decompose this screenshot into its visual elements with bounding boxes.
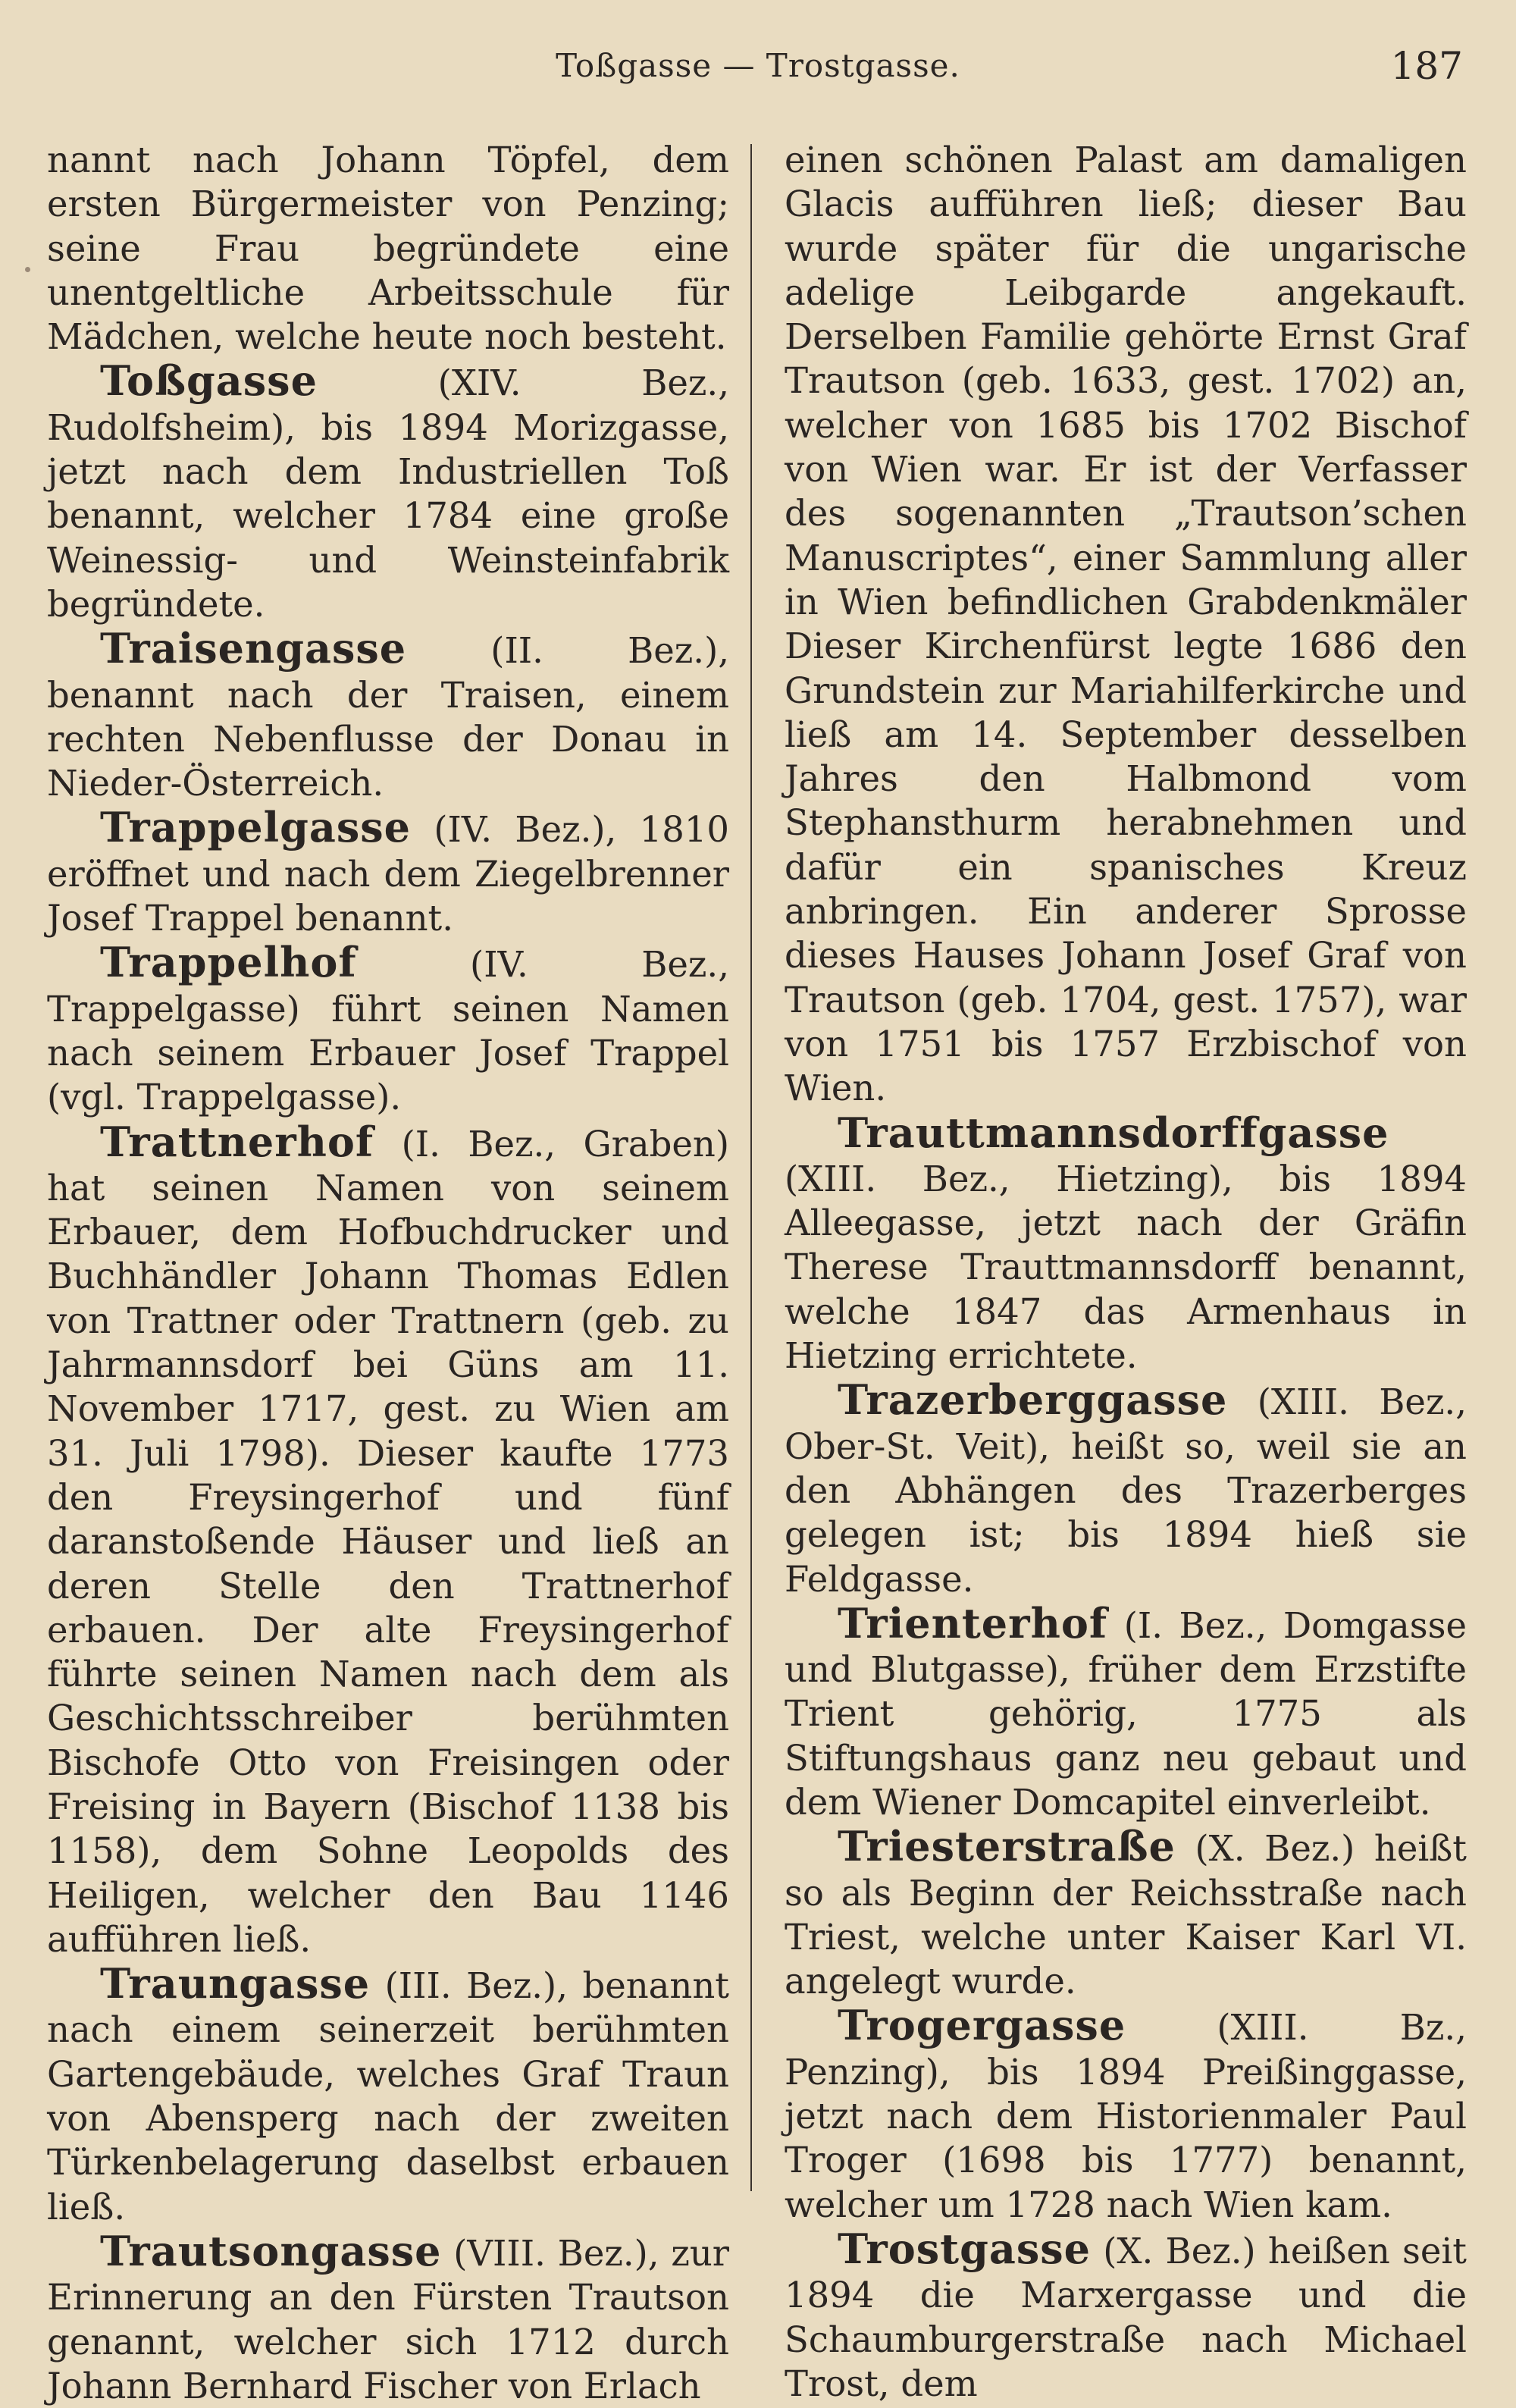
entry-trazerberggasse bbox=[785, 1375, 1467, 1601]
entry-text: (XIII. Bz., Penzing), bis 1894 Preißinggasse, jetzt nach dem Historienmaler Paul Troger (1698 bis 1777) benannt, welcher um 1728 nach Wien kam. bbox=[785, 2007, 1467, 2225]
entry-text: (XIII. Bez., Hietzing), bis 1894 Alleegasse, jetzt nach der Gräfin Therese Trauttmannsdorff benannt, welche 1847 das Armenhaus in Hietzing errichtete. bbox=[785, 1158, 1467, 1377]
entry-tossgasse bbox=[47, 356, 729, 626]
entry-title: Traungasse bbox=[100, 1959, 371, 2008]
entry-title: Trautsongasse bbox=[100, 2226, 442, 2275]
entry-text: (VIII. Bez.), zur Erinnerung an den Fürsten Trautson genannt, welcher sich 1712 durch Johann Bernhard Fischer von Erlach bbox=[47, 2232, 729, 2406]
entry-text: (X. Bez.) heißen seit 1894 die Marxergasse und die Schaumburgerstraße nach Michael Trost, dem bbox=[785, 2230, 1467, 2404]
continuation-text: einen schönen Palast am damaligen Glacis aufführen ließ; dieser Bau wurde später für die ungarische adelige Leibgarde angekauft. Derselben Familie gehörte Ernst Graf Trautson (geb. 1633, gest. 1702) an, welcher von 1685 bis 1702 Bischof von Wien war. Er ist der Verfasser des sogenannten „Trautson’schen Manuscriptes“, einer Sammlung aller in Wien befindlichen Grabdenkmäler Dieser Kirchenfürst legte 1686 den Grundstein zur Mariahilferkirche und ließ am 14. September desselben Jahres den Halbmond vom Stephansthurm herabnehmen und dafür ein spanisches Kreuz anbringen. Ein anderer Sprosse dieses Hauses Johann Josef Graf von Trautson (geb. 1704, gest. 1757), war von 1751 bis 1757 Erzbischof von Wien. bbox=[785, 140, 1467, 1109]
entry-title: Trazerberggasse bbox=[838, 1375, 1228, 1425]
entry-trienterhof bbox=[785, 1598, 1467, 1824]
entry-traisengasse bbox=[47, 626, 729, 805]
entry-title: Trappelgasse bbox=[100, 803, 411, 852]
entry-text: (XIV. Bez., Rudolfsheim), bis 1894 Morizgasse, jetzt nach dem Industriellen Toß benannt, welcher 1784 eine große Weinessig- und Weinsteinfabrik begründete. bbox=[47, 362, 729, 625]
entry-text: (III. Bez.), benannt nach einem seinerzeit berühmten Gartengebäude, welches Graf Traun von Abensperg nach der zweiten Türkenbelagerung daselbst erbauen ließ. bbox=[47, 1965, 729, 2228]
entry-trappelgasse bbox=[47, 805, 729, 940]
entry-trogergasse bbox=[785, 2003, 1467, 2226]
entry-title: Trostgasse bbox=[838, 2224, 1091, 2273]
entry-text: (IV. Bez., Trappelgasse) führt seinen Namen nach seinem Erbauer Josef Trappel (vgl. Trappelgasse). bbox=[47, 944, 729, 1118]
entry-trattnerhof bbox=[47, 1117, 730, 1962]
entry-title: Trauttmannsdorffgasse bbox=[838, 1108, 1389, 1157]
entry-trauttmannsdorffgasse bbox=[785, 1108, 1467, 1378]
print-speck bbox=[25, 267, 30, 272]
entry-triesterstrasse bbox=[785, 1824, 1467, 2003]
column-divider bbox=[750, 144, 752, 2191]
entry-trautsongasse bbox=[47, 2226, 729, 2408]
right-column bbox=[785, 138, 1467, 2406]
left-column bbox=[47, 138, 729, 2408]
entry-text: (IV. Bez.), 1810 eröffnet und nach dem Ziegelbrenner Josef Trappel benannt. bbox=[47, 809, 729, 939]
entry-trappelhof bbox=[47, 940, 729, 1119]
page-number: 187 bbox=[1390, 44, 1463, 88]
page-header bbox=[45, 44, 1471, 97]
entry-title: Traisengasse bbox=[100, 624, 407, 673]
entry-text: (I. Bez., Graben) hat seinen Namen von seinem Erbauer, dem Hofbuchdrucker und Buchhändler Johann Thomas Edlen von Trattner oder Trattnern (geb. zu Jahrmannsdorf bei Güns am 11. November 1717, gest. zu Wien am 31. Juli 1798). Dieser kaufte 1773 den Freysingerhof und fünf daranstoßende Häuser und ließ an deren Stelle den Trattnerhof erbauen. Der alte Freysingerhof führte seinen Namen nach dem als Geschichtsschreiber berühmten Bischofe Otto von Freisingen oder Freising in Bayern (Bischof 1138 bis 1158), dem Sohne Leopolds des Heiligen, welcher den Bau 1146 aufführen ließ. bbox=[47, 1123, 730, 1960]
continuation-text: nannt nach Johann Töpfel, dem ersten Bürgermeister von Penzing; seine Frau begründete eine unentgeltliche Arbeitsschule für Mädchen, welche heute noch besteht. bbox=[47, 140, 729, 358]
entry-title: Trappelhof bbox=[100, 938, 357, 987]
entry-text: (X. Bez.) heißt so als Beginn der Reichsstraße nach Triest, welche unter Kaiser Karl VI. angelegt wurde. bbox=[785, 1828, 1467, 2002]
running-title: Toßgasse — Trostgasse. bbox=[556, 47, 960, 84]
entry-trostgasse bbox=[785, 2224, 1467, 2406]
entry-text: (II. Bez.), benannt nach der Traisen, einem rechten Nebenflusse der Donau in Nieder-Österreich. bbox=[47, 630, 729, 804]
entry-title: Toßgasse bbox=[100, 356, 318, 406]
entry-text: (I. Bez., Domgasse und Blutgasse), früher dem Erzstifte Trient gehörig, 1775 als Stiftungshaus ganz neu gebaut und dem Wiener Domcapitel einverleibt. bbox=[785, 1604, 1467, 1823]
entry-title: Trogergasse bbox=[838, 2001, 1126, 2050]
entry-text: (XIII. Bez., Ober-St. Veit), heißt so, weil sie an den Abhängen des Trazerberges gelegen ist; bis 1894 hieß sie Feldgasse. bbox=[785, 1381, 1467, 1600]
entry-title: Trienterhof bbox=[838, 1598, 1108, 1648]
entry-title: Trattnerhof bbox=[100, 1117, 374, 1166]
entry-title: Triesterstraße bbox=[838, 1822, 1176, 1871]
entry-traungasse bbox=[47, 1961, 729, 2229]
